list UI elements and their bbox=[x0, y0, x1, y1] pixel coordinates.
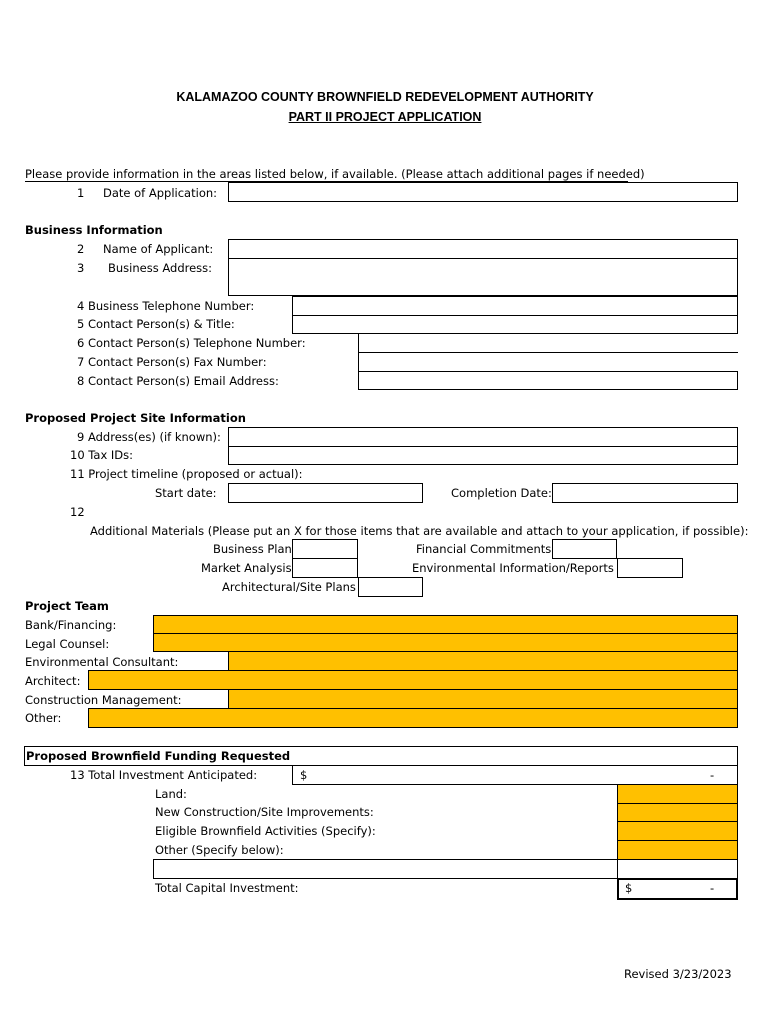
total-capital-field[interactable] bbox=[617, 878, 738, 900]
q12-number: 12 bbox=[70, 505, 85, 519]
total-investment-field[interactable] bbox=[292, 765, 738, 785]
total-investment-value: - bbox=[710, 768, 715, 782]
contact-person-title-field[interactable] bbox=[292, 315, 738, 334]
q3-number: 3 bbox=[77, 261, 85, 275]
form-title: KALAMAZOO COUNTY BROWNFIELD REDEVELOPMENT AUTHORITY bbox=[176, 90, 594, 104]
architect-field[interactable] bbox=[88, 670, 738, 690]
business-info-heading: Business Information bbox=[25, 223, 163, 237]
total-capital-label: Total Capital Investment: bbox=[155, 881, 299, 895]
contact-person-title-label: 5 Contact Person(s) & Title: bbox=[77, 317, 235, 331]
total-capital-value: - bbox=[710, 881, 715, 895]
architect-label: Architect: bbox=[25, 674, 81, 688]
project-timeline-label: 11 Project timeline (proposed or actual): bbox=[70, 467, 303, 481]
site-address-field[interactable] bbox=[228, 427, 738, 447]
arch-plans-label: Architectural/Site Plans bbox=[222, 580, 356, 594]
q2-number: 2 bbox=[77, 242, 85, 256]
completion-date-field[interactable] bbox=[552, 483, 738, 503]
market-analysis-checkbox[interactable] bbox=[292, 558, 358, 578]
bank-financing-field[interactable] bbox=[153, 615, 738, 634]
contact-fax-field[interactable] bbox=[358, 352, 359, 371]
eligible-activities-field[interactable] bbox=[617, 821, 738, 841]
contact-telephone-field[interactable] bbox=[358, 352, 738, 353]
construction-mgmt-field[interactable] bbox=[228, 689, 738, 709]
new-construction-field[interactable] bbox=[617, 803, 738, 822]
date-of-application-field[interactable] bbox=[228, 182, 738, 202]
other-funding-specify-amount[interactable] bbox=[617, 859, 738, 879]
date-of-application-label: Date of Application: bbox=[103, 186, 218, 200]
arch-plans-checkbox[interactable] bbox=[358, 577, 423, 597]
form-subtitle: PART II PROJECT APPLICATION bbox=[288, 110, 482, 124]
business-telephone-label: 4 Business Telephone Number: bbox=[77, 299, 255, 313]
env-info-checkbox[interactable] bbox=[617, 558, 683, 578]
env-consultant-label: Environmental Consultant: bbox=[25, 655, 179, 669]
business-address-label: Business Address: bbox=[108, 261, 213, 275]
funding-heading: Proposed Brownfield Funding Requested bbox=[26, 749, 291, 763]
contact-email-label: 8 Contact Person(s) Email Address: bbox=[77, 374, 279, 388]
other-team-label: Other: bbox=[25, 711, 62, 725]
total-investment-label: 13 Total Investment Anticipated: bbox=[70, 768, 258, 782]
name-of-applicant-label: Name of Applicant: bbox=[103, 242, 214, 256]
other-funding-label: Other (Specify below): bbox=[155, 843, 284, 857]
financial-commitments-checkbox[interactable] bbox=[552, 539, 617, 559]
business-plan-label: Business Plan bbox=[213, 542, 292, 556]
land-label: Land: bbox=[155, 787, 187, 801]
total-capital-currency: $ bbox=[625, 881, 633, 895]
eligible-activities-label: Eligible Brownfield Activities (Specify): bbox=[155, 824, 376, 838]
construction-mgmt-label: Construction Management: bbox=[25, 693, 182, 707]
project-team-heading: Project Team bbox=[25, 599, 109, 613]
business-address-field[interactable] bbox=[228, 258, 738, 296]
revised-date: Revised 3/23/2023 bbox=[624, 967, 732, 981]
contact-telephone-field-left bbox=[358, 334, 359, 353]
bank-financing-label: Bank/Financing: bbox=[25, 618, 117, 632]
contact-fax-label: 7 Contact Person(s) Fax Number: bbox=[77, 355, 267, 369]
q1-number: 1 bbox=[77, 186, 85, 200]
contact-telephone-label: 6 Contact Person(s) Telephone Number: bbox=[77, 336, 306, 350]
new-construction-label: New Construction/Site Improvements: bbox=[155, 805, 374, 819]
business-plan-checkbox[interactable] bbox=[292, 539, 358, 559]
land-field[interactable] bbox=[617, 784, 738, 804]
start-date-label: Start date: bbox=[155, 486, 217, 500]
legal-counsel-field[interactable] bbox=[153, 633, 738, 652]
contact-email-field[interactable] bbox=[358, 371, 738, 390]
legal-counsel-label: Legal Counsel: bbox=[25, 637, 110, 651]
tax-ids-label: 10 Tax IDs: bbox=[70, 448, 134, 462]
market-analysis-label: Market Analysis bbox=[201, 561, 292, 575]
site-info-heading: Proposed Project Site Information bbox=[25, 411, 246, 425]
tax-ids-field[interactable] bbox=[228, 446, 738, 465]
site-address-label: 9 Address(es) (if known): bbox=[77, 430, 221, 444]
financial-commitments-label: Financial Commitments bbox=[416, 542, 552, 556]
name-of-applicant-field[interactable] bbox=[228, 239, 738, 259]
total-investment-currency: $ bbox=[300, 768, 308, 782]
intro-text: Please provide information in the areas listed below, if available. (Please attach additional pages if needed) bbox=[25, 167, 645, 181]
start-date-field[interactable] bbox=[228, 483, 423, 503]
other-funding-specify-field[interactable] bbox=[153, 859, 618, 879]
other-funding-amount-field[interactable] bbox=[617, 840, 738, 860]
env-consultant-field[interactable] bbox=[228, 651, 738, 671]
additional-materials-label: Additional Materials (Please put an X for those items that are available and attach to your application, if possible): bbox=[90, 524, 749, 538]
business-telephone-field[interactable] bbox=[292, 296, 738, 316]
env-info-label: Environmental Information/Reports bbox=[412, 561, 614, 575]
completion-date-label: Completion Date: bbox=[451, 486, 552, 500]
other-team-field[interactable] bbox=[88, 708, 738, 728]
